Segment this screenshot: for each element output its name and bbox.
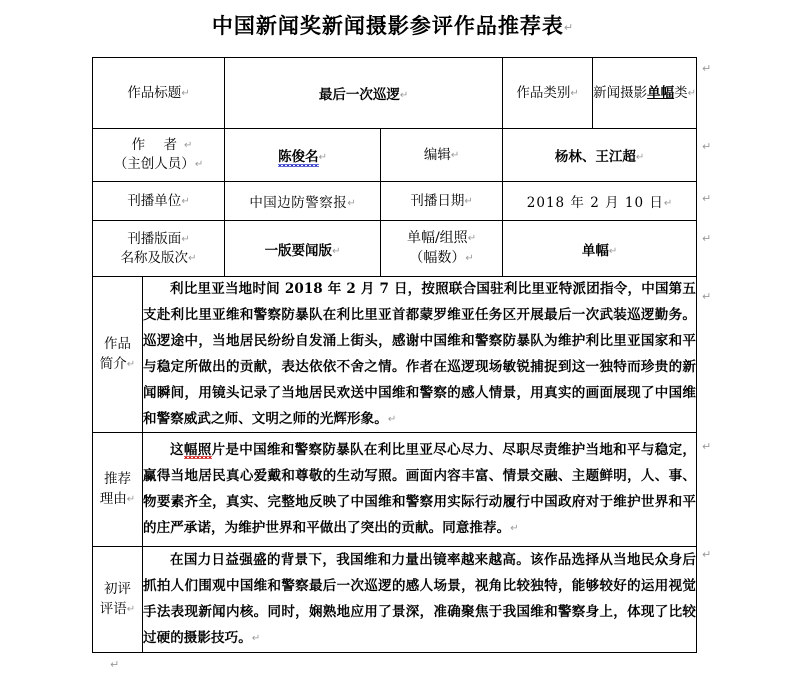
table-row-recommend-reason: [93, 433, 697, 547]
paragraph-mark-icon: ↵: [702, 192, 712, 205]
label-initial-review-line1: 初评: [104, 581, 131, 598]
label-publish-unit: 刊播单位↵: [93, 182, 225, 221]
value-publish-date[interactable]: 2018 年 2 月 10 日↵: [503, 182, 697, 221]
paragraph-mark-icon: ↵: [318, 152, 327, 163]
value-work-category[interactable]: [593, 58, 697, 129]
paragraph-mark-icon: ↵: [687, 87, 696, 99]
label-editor: 编辑↵: [381, 129, 503, 182]
label-initial-review: [93, 547, 143, 653]
paragraph-mark-icon: ↵: [194, 159, 204, 170]
paragraph-mark-icon: ↵: [467, 232, 477, 244]
label-page-name: [93, 221, 225, 277]
paragraph-mark-icon: ↵: [635, 152, 645, 163]
label-recommend-reason-line2: 理由↵: [99, 490, 136, 507]
paragraph-mark-icon: ↵: [399, 90, 409, 101]
label-work-summary: [93, 277, 143, 433]
label-single-or-group-line1: 单幅/组照↵: [406, 229, 477, 246]
paragraph-mark-icon: ↵: [563, 21, 574, 34]
label-single-or-group: [381, 221, 503, 277]
table-row-author: [93, 129, 697, 182]
paragraph-mark-icon: ↵: [181, 195, 190, 207]
value-work-title[interactable]: 最后一次巡逻↵: [225, 58, 503, 129]
reason-text-rest: 片是中国维和警察防暴队在利比里亚尽心尽力、尽职尽责维护当地和平与稳定，赢得当地居民真心爱戴和尊敬的生动写照。画面内容丰富、情景交融、主题鲜明，人、事、物要素齐全，真实、完整地反映了中国维和警察用实际行动履行中国政府对于维护世界和平的庄严承诺，为维护世界和平做出了突出的贡献。同意推荐。: [143, 442, 697, 536]
label-page-name-line2: 名称及版次↵: [120, 249, 197, 266]
paragraph-mark-icon: ↵: [126, 603, 136, 615]
paragraph-mark-icon: ↵: [663, 198, 673, 209]
label-author-line2: （主创人员）↵: [113, 156, 204, 172]
value-editor[interactable]: 杨林、王江超↵: [503, 129, 697, 182]
paragraph-mark-icon: ↵: [702, 548, 712, 561]
paragraph-mark-icon: ↵: [183, 140, 193, 152]
paragraph-mark-icon: ↵: [251, 632, 261, 644]
paragraph-mark-icon: ↵: [181, 87, 190, 99]
paragraph-mark-icon: ↵: [702, 440, 712, 453]
label-work-summary-line2: 简介↵: [99, 355, 136, 372]
paragraph-mark-icon: ↵: [464, 195, 473, 207]
recommendation-form-table: [92, 57, 697, 653]
value-page-name[interactable]: 一版要闻版↵: [225, 221, 381, 277]
label-work-title: 作品标题↵: [93, 58, 225, 129]
page-title-text: 中国新闻奖新闻摄影参评作品推荐表: [211, 13, 564, 38]
paragraph-mark-icon: ↵: [702, 232, 712, 245]
paragraph-mark-icon: ↵: [126, 358, 136, 370]
paragraph-mark-icon: ↵: [347, 198, 356, 209]
paragraph-mark-icon: ↵: [126, 493, 136, 505]
paragraph-mark-icon: ↵: [387, 413, 397, 425]
label-initial-review-line2: 评语↵: [99, 600, 136, 617]
paragraph-mark-icon: ↵: [110, 658, 120, 671]
paragraph-mark-icon: ↵: [702, 290, 712, 303]
label-publish-date: 刊播日期↵: [381, 182, 503, 221]
label-single-or-group-line2: （幅数）↵: [409, 249, 474, 266]
label-recommend-reason-line1: 推荐: [104, 471, 131, 488]
label-page-name-line1: 刊播版面↵: [127, 230, 190, 247]
paragraph-mark-icon: ↵: [608, 245, 618, 257]
category-suffix: 类: [674, 84, 688, 101]
table-row-page-info: [93, 221, 697, 277]
value-publish-unit[interactable]: 中国边防警察报↵: [225, 182, 381, 221]
reason-text-flagged: 幅照: [183, 442, 212, 459]
paragraph-mark-icon: ↵: [570, 87, 579, 99]
paragraph-mark-icon: ↵: [188, 252, 197, 264]
value-single-or-group[interactable]: 单幅↵: [503, 221, 697, 277]
label-recommend-reason: [93, 433, 143, 547]
table-row-initial-review: [93, 547, 697, 653]
paragraph-mark-icon: ↵: [465, 252, 474, 264]
page-title: [0, 10, 785, 40]
table-row-title: [93, 58, 697, 129]
table-row-work-summary: [93, 277, 697, 433]
table-row-publisher: [93, 182, 697, 221]
category-underlined-value: 单幅: [647, 84, 675, 101]
paragraph-mark-icon: ↵: [702, 62, 712, 75]
label-work-category: 作品类别↵: [503, 58, 593, 129]
value-recommend-reason[interactable]: [143, 433, 697, 547]
paragraph-mark-icon: ↵: [450, 149, 460, 161]
value-initial-review[interactable]: 在国力日益强盛的背景下，我国维和力量出镜率越来越高。该作品选择从当地民众身后抓拍人们围观中国维和警察最后一次巡逻的感人场景，视角比较独特，能够较好的运用视觉手法表现新闻内核。同时，娴熟地应用了景深，准确聚焦于我国维和警察身上，体现了比较过硬的摄影技巧。↵: [143, 547, 697, 653]
author-name-misspelled: 陈俊名: [278, 149, 319, 165]
label-work-summary-line1: 作品: [104, 336, 131, 353]
paragraph-mark-icon: ↵: [702, 140, 712, 153]
value-work-summary[interactable]: 利比里亚当地时间 2018 年 2 月 7 日，按照联合国驻利比里亚特派团指令，中国第五支赴利比里亚维和警察防暴队在利比里亚首都蒙罗维亚任务区开展最后一次武装巡逻勤务。巡逻途中，当地居民纷纷自发涌上街头，感谢中国维和警察防暴队为维护利比里亚国家和平与稳定所做出的贡献，表达依依不舍之情。作者在巡逻现场敏锐捕捉到这一独特而珍贵的新闻瞬间，用镜头记录了当地居民欢送中国维和警察的感人情景，用真实的画面展现了中国维和警察威武之师、文明之师的光辉形象。↵: [143, 277, 697, 433]
label-author: [93, 129, 225, 182]
category-prefix: 新闻摄影: [593, 84, 648, 101]
paragraph-mark-icon: ↵: [181, 233, 190, 245]
reason-text-lead: 这: [170, 442, 184, 459]
value-author[interactable]: [225, 129, 381, 182]
paragraph-mark-icon: ↵: [332, 245, 341, 257]
paragraph-mark-icon: ↵: [510, 522, 519, 534]
label-author-line1: 作 者↵: [131, 137, 193, 154]
